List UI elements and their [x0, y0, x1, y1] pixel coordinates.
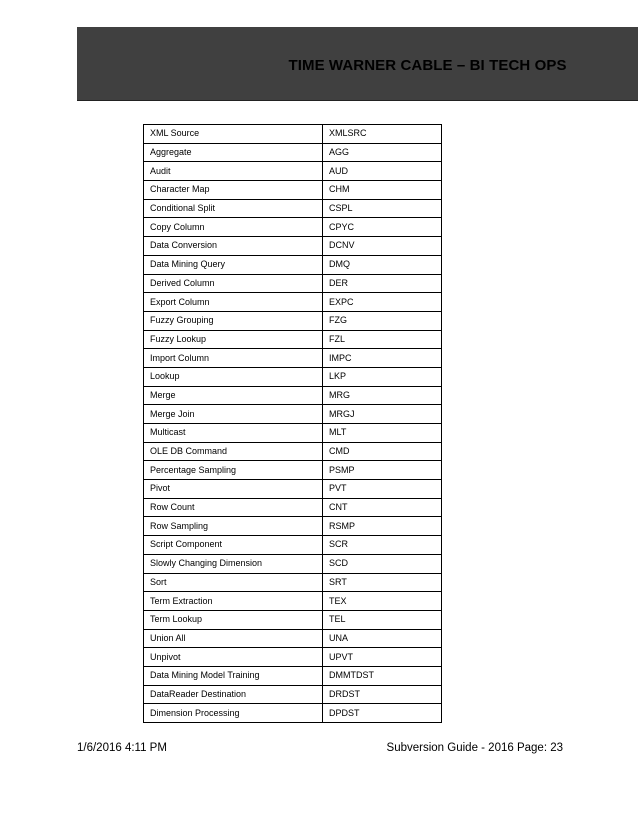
component-name-cell: DataReader Destination — [144, 685, 323, 704]
abbreviation-cell: FZL — [323, 330, 442, 349]
abbreviation-cell: XMLSRC — [323, 125, 442, 144]
abbreviation-cell: EXPC — [323, 293, 442, 312]
table-row — [144, 218, 442, 237]
component-name-cell: Pivot — [144, 480, 323, 499]
footer-timestamp: 1/6/2016 4:11 PM — [77, 742, 167, 754]
table-row — [144, 517, 442, 536]
component-name-cell: Character Map — [144, 181, 323, 200]
table-row — [144, 629, 442, 648]
abbreviation-cell: PSMP — [323, 461, 442, 480]
component-name-cell: Merge Join — [144, 405, 323, 424]
table-row — [144, 386, 442, 405]
abbreviation-cell: PVT — [323, 480, 442, 499]
component-name-cell: Multicast — [144, 424, 323, 443]
abbreviation-table-body — [144, 125, 442, 723]
component-name-cell: Lookup — [144, 367, 323, 386]
table-row — [144, 480, 442, 499]
component-name-cell: Fuzzy Grouping — [144, 311, 323, 330]
table-row — [144, 666, 442, 685]
component-name-cell: Conditional Split — [144, 199, 323, 218]
table-row — [144, 573, 442, 592]
abbreviation-cell: SCD — [323, 554, 442, 573]
component-name-cell: Audit — [144, 162, 323, 181]
abbreviation-cell: MRG — [323, 386, 442, 405]
component-name-cell: Script Component — [144, 536, 323, 555]
abbreviation-cell: TEL — [323, 610, 442, 629]
component-name-cell: Derived Column — [144, 274, 323, 293]
abbreviation-cell: DPDST — [323, 704, 442, 723]
abbreviation-cell: SCR — [323, 536, 442, 555]
table-row — [144, 162, 442, 181]
component-name-cell: Union All — [144, 629, 323, 648]
component-name-cell: Sort — [144, 573, 323, 592]
abbreviation-cell: DMMTDST — [323, 666, 442, 685]
table-row — [144, 498, 442, 517]
abbreviation-cell: IMPC — [323, 349, 442, 368]
abbreviation-cell: DER — [323, 274, 442, 293]
component-name-cell: Copy Column — [144, 218, 323, 237]
abbreviation-cell: LKP — [323, 367, 442, 386]
table-row — [144, 536, 442, 555]
footer-page-info: Subversion Guide - 2016 Page: 23 — [386, 742, 563, 754]
component-name-cell: Aggregate — [144, 143, 323, 162]
component-name-cell: Row Sampling — [144, 517, 323, 536]
abbreviation-cell: DRDST — [323, 685, 442, 704]
component-name-cell: OLE DB Command — [144, 442, 323, 461]
table-row — [144, 237, 442, 256]
table-row — [144, 424, 442, 443]
component-name-cell: Export Column — [144, 293, 323, 312]
abbreviation-cell: UNA — [323, 629, 442, 648]
component-name-cell: Dimension Processing — [144, 704, 323, 723]
table-row — [144, 367, 442, 386]
abbreviation-cell: CMD — [323, 442, 442, 461]
table-row — [144, 181, 442, 200]
component-name-cell: Percentage Sampling — [144, 461, 323, 480]
component-name-cell: Unpivot — [144, 648, 323, 667]
abbreviation-cell: AGG — [323, 143, 442, 162]
abbreviation-cell: CNT — [323, 498, 442, 517]
component-name-cell: Term Lookup — [144, 610, 323, 629]
table-row — [144, 143, 442, 162]
table-row — [144, 685, 442, 704]
table-row — [144, 461, 442, 480]
component-name-cell: Data Conversion — [144, 237, 323, 256]
abbreviation-cell: TEX — [323, 592, 442, 611]
table-row — [144, 293, 442, 312]
component-name-cell: Data Mining Model Training — [144, 666, 323, 685]
table-row — [144, 592, 442, 611]
abbreviation-cell: MRGJ — [323, 405, 442, 424]
component-name-cell: Slowly Changing Dimension — [144, 554, 323, 573]
abbreviation-table — [143, 124, 442, 723]
component-name-cell: Import Column — [144, 349, 323, 368]
abbreviation-cell: UPVT — [323, 648, 442, 667]
table-row — [144, 442, 442, 461]
component-name-cell: Term Extraction — [144, 592, 323, 611]
abbreviation-cell: DMQ — [323, 255, 442, 274]
component-name-cell: XML Source — [144, 125, 323, 144]
table-row — [144, 255, 442, 274]
abbreviation-cell: SRT — [323, 573, 442, 592]
component-name-cell: Merge — [144, 386, 323, 405]
abbreviation-cell: FZG — [323, 311, 442, 330]
table-row — [144, 349, 442, 368]
abbreviation-cell: AUD — [323, 162, 442, 181]
component-name-cell: Row Count — [144, 498, 323, 517]
page-header — [77, 27, 638, 101]
abbreviation-cell: CSPL — [323, 199, 442, 218]
table-row — [144, 554, 442, 573]
header-title: TIME WARNER CABLE – BI TECH OPS — [288, 57, 567, 74]
abbreviation-cell: MLT — [323, 424, 442, 443]
table-row — [144, 704, 442, 723]
table-row — [144, 648, 442, 667]
table-row — [144, 199, 442, 218]
table-row — [144, 311, 442, 330]
table-row — [144, 610, 442, 629]
abbreviation-cell: DCNV — [323, 237, 442, 256]
table-row — [144, 274, 442, 293]
component-name-cell: Data Mining Query — [144, 255, 323, 274]
abbreviation-cell: CPYC — [323, 218, 442, 237]
abbreviation-cell: CHM — [323, 181, 442, 200]
table-row — [144, 125, 442, 144]
abbreviation-cell: RSMP — [323, 517, 442, 536]
table-row — [144, 330, 442, 349]
table-row — [144, 405, 442, 424]
component-name-cell: Fuzzy Lookup — [144, 330, 323, 349]
